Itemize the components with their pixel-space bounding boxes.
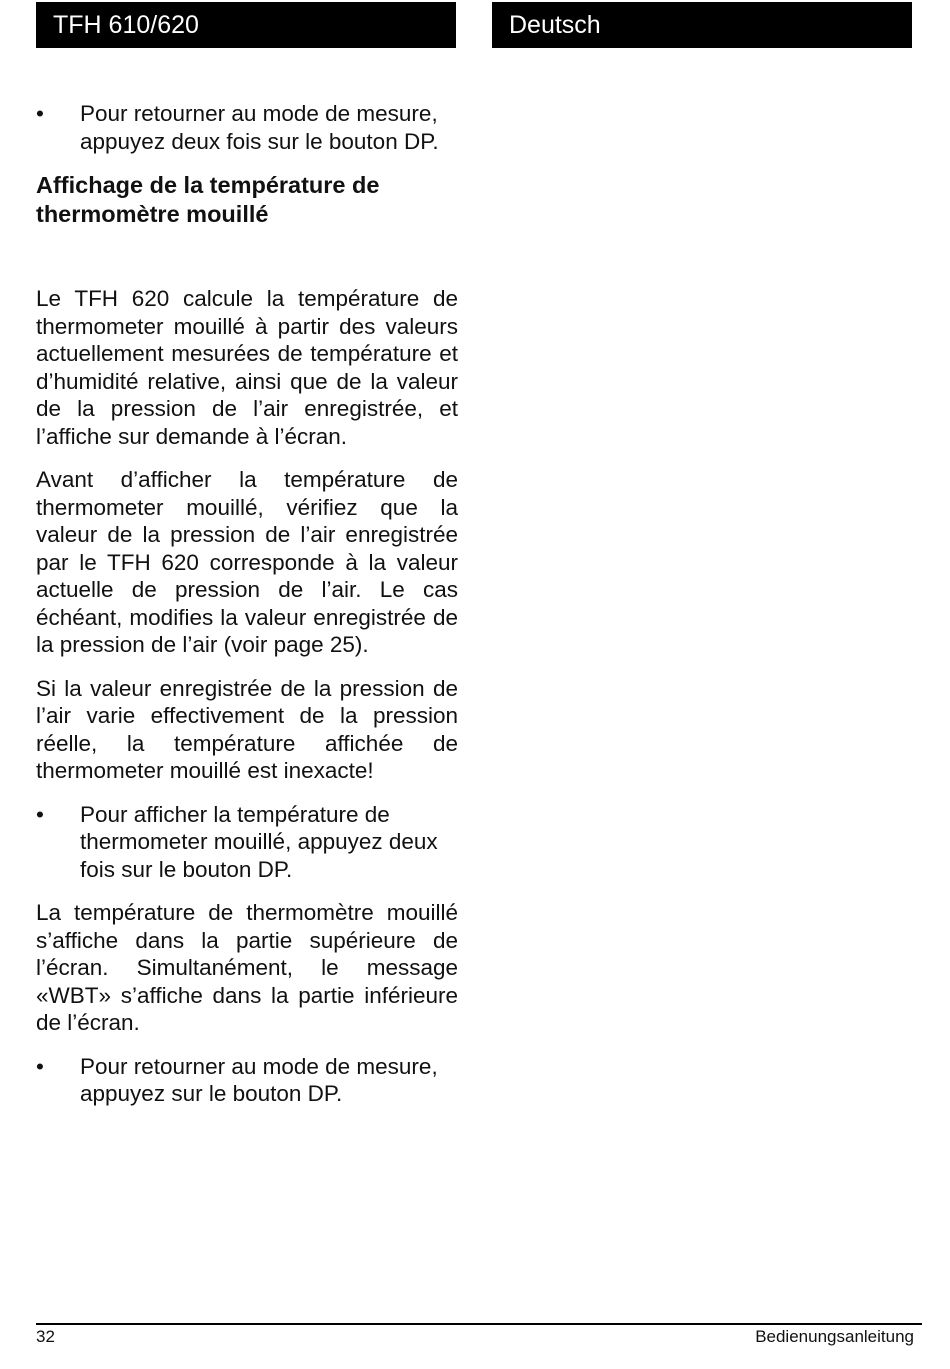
paragraph: Si la valeur enregistrée de la pression de l’air varie effectivement de la pression réelle, la température affichée de thermometer mouillé est inexacte!	[36, 675, 458, 783]
header-left-bar	[36, 2, 456, 48]
main-column	[36, 100, 458, 1124]
header-right-title: Deutsch	[509, 11, 601, 39]
bullet-item	[36, 100, 458, 155]
paragraph: La température de thermomètre mouillé s’affiche dans la partie supérieure de l’écran. Simultanément, le message «WBT» s’affiche dans la partie inférieure de l’écran.	[36, 900, 458, 1035]
header-left-title: TFH 610/620	[53, 11, 199, 39]
paragraph: Avant d’afficher la température de thermometer mouillé, vérifiez que la valeur de la pression de l’air enregistrée par le TFH 620 corresponde à la valeur actuelle de pression de l’air. Le cas échéant, modifies la valeur enregistrée de la pression de l’air (voir page 25).	[36, 467, 458, 657]
bullet-item	[36, 801, 458, 884]
footer-divider	[36, 1323, 922, 1325]
section-heading: Affichage de la température de thermomètre mouillé	[36, 172, 380, 227]
bullet-item	[36, 1053, 458, 1108]
bullet-icon: •	[36, 1053, 44, 1079]
bullet-text: Pour retourner au mode de mesure, appuyez sur le bouton DP.	[80, 1053, 438, 1106]
bullet-text: Pour retourner au mode de mesure, appuyez deux fois sur le bouton DP.	[80, 101, 439, 154]
header-right-bar	[492, 2, 912, 48]
bullet-icon: •	[36, 101, 44, 126]
page-number: 32	[36, 1327, 55, 1346]
footer-title: Bedienungsanleitung	[755, 1327, 914, 1346]
paragraph: Le TFH 620 calcule la température de thermometer mouillé à partir des valeurs actuellement mesurées de température et d’humidité relative, ainsi que de la valeur de la pression de l’air enregistrée, et l’affiche sur demande à l’écran.	[36, 286, 458, 449]
bullet-text: Pour afficher la température de thermometer mouillé, appuyez deux fois sur le bouton DP.	[80, 801, 438, 882]
bullet-icon: •	[36, 801, 44, 827]
